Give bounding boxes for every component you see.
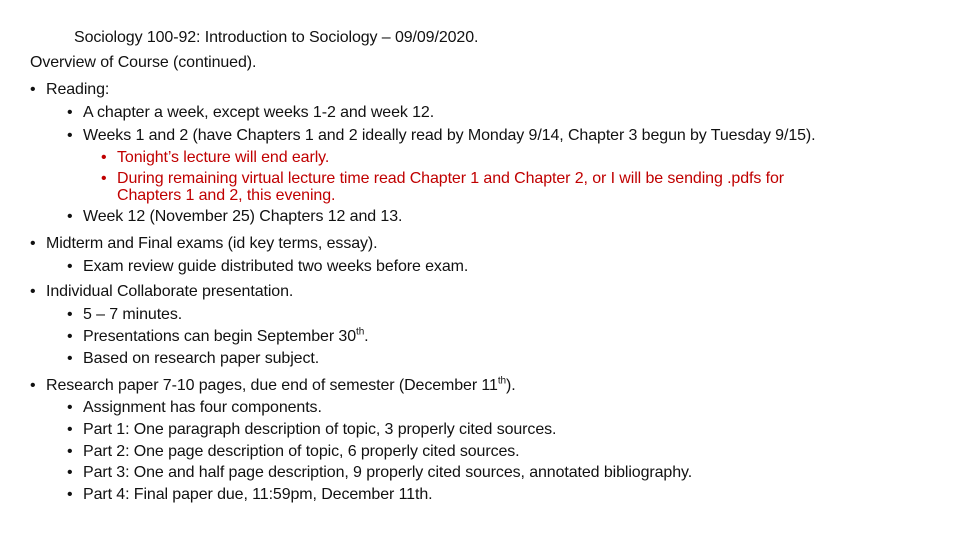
ordinal-suffix: th xyxy=(356,326,365,338)
paper-item-text: Part 1: One paragraph description of topic, 3 properly cited sources. xyxy=(83,421,557,438)
bullet-glyph: • xyxy=(67,421,73,438)
slide-title: Sociology 100-92: Introduction to Sociology – 09/09/2020. xyxy=(74,29,479,46)
reading-item-text: Weeks 1 and 2 (have Chapters 1 and 2 ideally read by Monday 9/14, Chapter 3 begun by Tuesday 9/15). xyxy=(83,127,816,144)
bullet-glyph: • xyxy=(67,258,73,275)
reading-subitem-text: Tonight’s lecture will end early. xyxy=(117,149,330,166)
paper-item-4 xyxy=(67,463,692,483)
bullet-glyph: • xyxy=(67,306,73,323)
paper-item-text: Part 4: Final paper due, 11:59pm, December 11th. xyxy=(83,486,433,503)
presentation-item-1 xyxy=(67,305,182,325)
bullet-glyph: • xyxy=(101,170,107,187)
paper-item-text: Part 3: One and half page description, 9 properly cited sources, annotated bibliography. xyxy=(83,464,693,481)
reading-item-3 xyxy=(67,207,402,227)
reading-subitem-2-cont: Chapters 1 and 2, this evening. xyxy=(117,187,336,204)
bullet-paper xyxy=(30,376,516,396)
bullet-glyph: • xyxy=(67,208,73,225)
bullet-glyph: • xyxy=(67,104,73,121)
exams-item-text: Exam review guide distributed two weeks before exam. xyxy=(83,258,469,275)
punctuation: ). xyxy=(505,377,516,394)
bullet-glyph: • xyxy=(67,443,73,460)
bullet-presentation xyxy=(30,282,293,302)
reading-label: Reading: xyxy=(46,81,110,98)
bullet-glyph: • xyxy=(101,149,107,166)
reading-item-text: A chapter a week, except weeks 1-2 and week 12. xyxy=(83,104,435,121)
reading-subitem-1 xyxy=(101,148,329,168)
reading-item-2 xyxy=(67,126,816,146)
paper-item-5 xyxy=(67,485,432,505)
bullet-exams xyxy=(30,234,378,254)
paper-item-2 xyxy=(67,420,556,440)
presentation-item-2 xyxy=(67,327,369,347)
bullet-glyph: • xyxy=(30,283,36,300)
bullet-glyph: • xyxy=(67,399,73,416)
presentation-label: Individual Collaborate presentation. xyxy=(46,283,294,300)
bullet-reading xyxy=(30,80,109,100)
bullet-glyph: • xyxy=(67,350,73,367)
presentation-item-text: 5 – 7 minutes. xyxy=(83,306,183,323)
paper-item-3 xyxy=(67,442,520,462)
reading-subitem-text: During remaining virtual lecture time read Chapter 1 and Chapter 2, or I will be sending .pdfs for xyxy=(117,170,784,187)
paper-label: Research paper 7-10 pages, due end of semester (December 11 xyxy=(46,377,498,394)
ordinal-suffix: th xyxy=(497,375,506,387)
paper-item-text: Assignment has four components. xyxy=(83,399,322,416)
bullet-glyph: • xyxy=(67,127,73,144)
paper-item-1 xyxy=(67,398,322,418)
exams-label: Midterm and Final exams (id key terms, essay). xyxy=(46,235,378,252)
bullet-glyph: • xyxy=(30,81,36,98)
exams-item-1 xyxy=(67,257,468,277)
bullet-glyph: • xyxy=(67,486,73,503)
bullet-glyph: • xyxy=(30,377,36,394)
reading-item-text: Week 12 (November 25) Chapters 12 and 13. xyxy=(83,208,403,225)
presentation-item-text: Based on research paper subject. xyxy=(83,350,320,367)
bullet-glyph: • xyxy=(30,235,36,252)
punctuation: . xyxy=(364,328,369,345)
reading-item-1 xyxy=(67,103,434,123)
bullet-glyph: • xyxy=(67,464,73,481)
presentation-item-3 xyxy=(67,349,319,369)
slide-subtitle: Overview of Course (continued). xyxy=(30,54,257,71)
bullet-glyph: • xyxy=(67,328,73,345)
paper-item-text: Part 2: One page description of topic, 6 properly cited sources. xyxy=(83,443,520,460)
presentation-item-text: Presentations can begin September 30 xyxy=(83,328,357,345)
